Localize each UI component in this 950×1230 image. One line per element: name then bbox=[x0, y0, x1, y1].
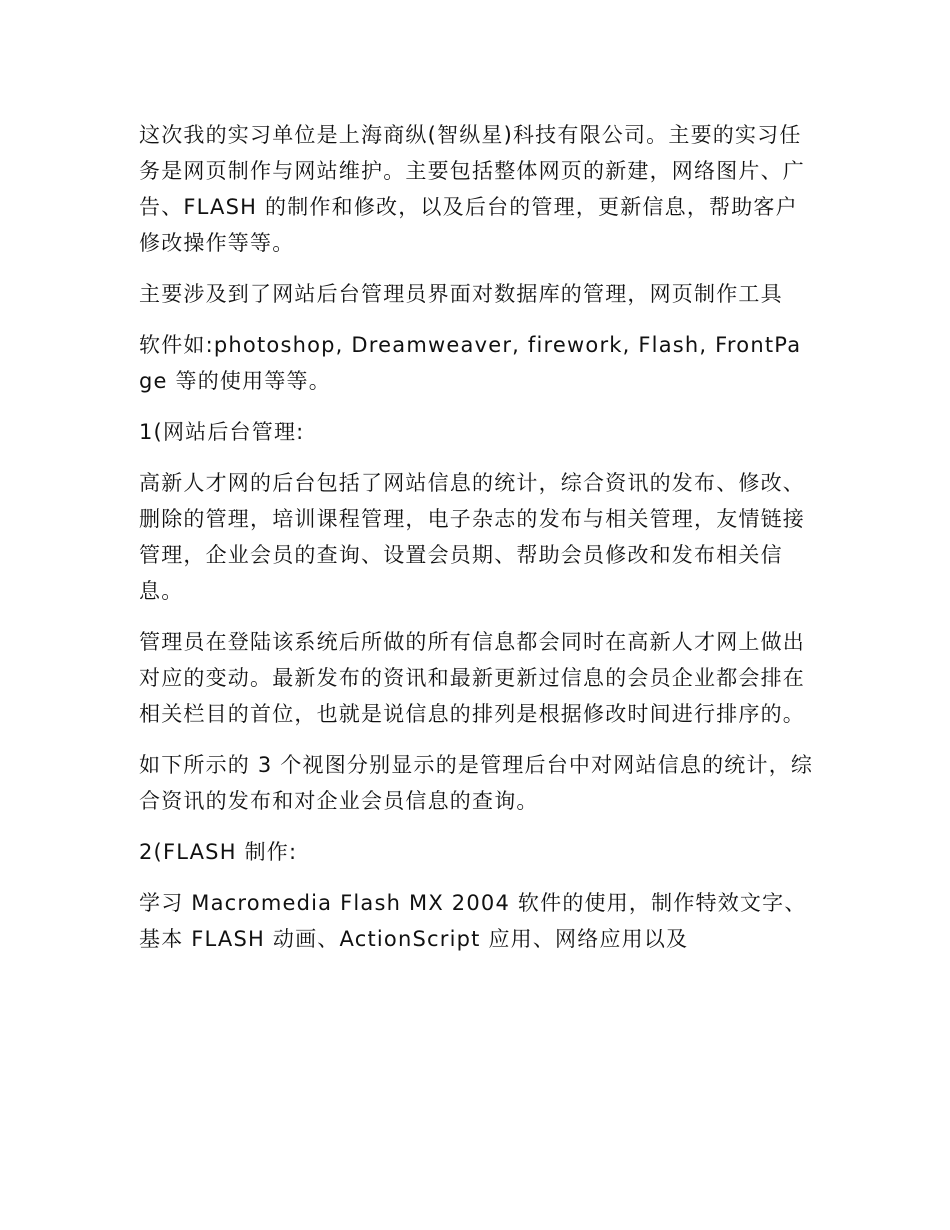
section-heading-backend-admin: 1(网站后台管理: bbox=[139, 420, 305, 444]
paragraph-backend-tools: 主要涉及到了网站后台管理员界面对数据库的管理，网页制作工具 bbox=[139, 282, 783, 306]
paragraph-software-list: 软件如:photoshop, Dreamweaver, firework, Flash, FrontPage 等的使用等等。 bbox=[139, 333, 802, 393]
paragraph-admin-updates: 管理员在登陆该系统后所做的所有信息都会同时在高新人才网上做出对应的变动。最新发布的资讯和最新更新过信息的会员企业都会排在相关栏目的首位，也就是说信息的排列是根据修改时间进行排序的。 bbox=[139, 630, 805, 726]
paragraph-internship-intro: 这次我的实习单位是上海商纵(智纵星)科技有限公司。主要的实习任务是网页制作与网站维护。主要包括整体网页的新建，网络图片、广告、FLASH 的制作和修改，以及后台的管理，更新信息，帮助客户修改操作等等。 bbox=[139, 123, 805, 255]
paragraph-flash-learning: 学习 Macromedia Flash MX 2004 软件的使用，制作特效文字、基本 FLASH 动画、ActionScript 应用、网络应用以及 bbox=[139, 891, 807, 951]
paragraph-views-description: 如下所示的 3 个视图分别显示的是管理后台中对网站信息的统计，综合资讯的发布和对企业会员信息的查询。 bbox=[139, 753, 814, 813]
document-body bbox=[139, 117, 814, 972]
section-heading-flash: 2(FLASH 制作: bbox=[139, 840, 298, 864]
paragraph-backend-features: 高新人才网的后台包括了网站信息的统计，综合资讯的发布、修改、删除的管理，培训课程管理，电子杂志的发布与相关管理，友情链接管理，企业会员的查询、设置会员期、帮助会员修改和发布相关信息。 bbox=[139, 471, 805, 603]
